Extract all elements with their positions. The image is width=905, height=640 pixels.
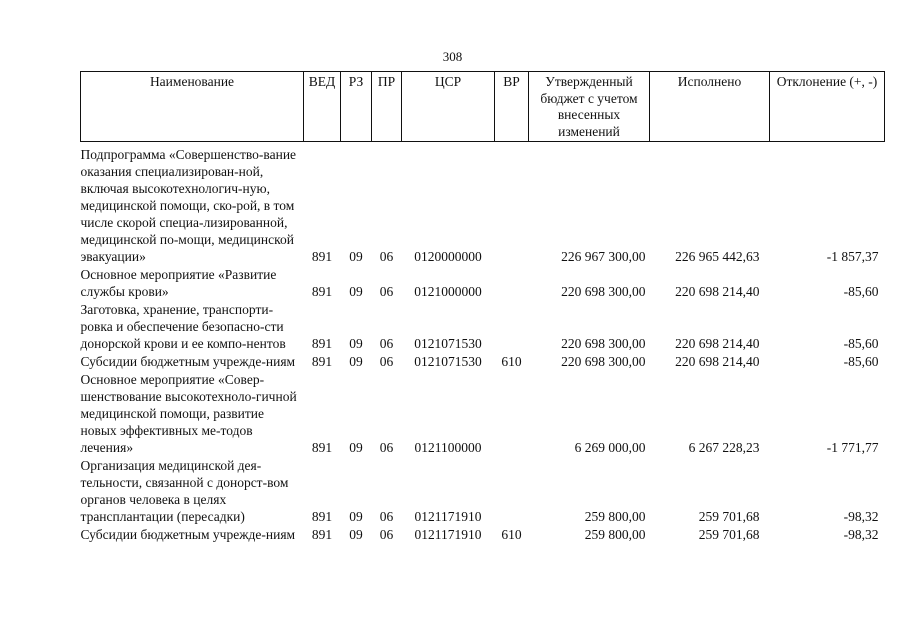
row-deviation: -98,32 [843, 527, 879, 542]
header-csr: ЦСР [402, 72, 495, 142]
header-deviation: Отклонение (+, -) [770, 72, 885, 142]
table-header-row [81, 72, 885, 142]
budget-execution-table [80, 71, 885, 544]
header-name: Наименование [81, 72, 304, 142]
row-approved: 6 269 000,00 [574, 440, 646, 455]
table-row [81, 526, 885, 544]
row-approved: 220 698 300,00 [561, 336, 646, 351]
row-ved: 891 [311, 336, 333, 351]
row-executed: 259 701,68 [698, 509, 760, 524]
row-ved: 891 [311, 509, 333, 524]
row-executed: 6 267 228,23 [688, 440, 760, 455]
header-rz: РЗ [341, 72, 372, 142]
row-vr: 610 [501, 354, 522, 369]
row-deviation: -1 771,77 [826, 440, 879, 455]
row-approved: 220 698 300,00 [561, 284, 646, 299]
row-pr: 06 [379, 284, 394, 299]
header-ved: ВЕД [304, 72, 341, 142]
row-rz: 09 [349, 336, 363, 351]
header-vr: ВР [495, 72, 529, 142]
row-vr: 610 [501, 527, 522, 542]
row-vr [495, 457, 529, 526]
row-ved: 891 [311, 527, 333, 542]
table-row [81, 353, 885, 371]
row-approved: 259 800,00 [584, 509, 646, 524]
row-ved: 891 [311, 354, 333, 369]
row-rz: 09 [349, 527, 363, 542]
row-csr: 0120000000 [414, 249, 482, 264]
row-deviation: -85,60 [843, 354, 879, 369]
row-csr: 0121171910 [414, 527, 482, 542]
row-vr [495, 146, 529, 266]
row-name: Основное мероприятие «Развитие службы крови» [80, 267, 277, 299]
row-name: Основное мероприятие «Совер-шенствование высокотехноло-гичной медицинской помощи, развитие новых эффективных ме-тодов лечения» [80, 372, 297, 455]
row-name: Подпрограмма «Совершенство-вание оказания специализирован-ной, включая высокотехнологич-ную, медицинской помощи, ско-рой, в том числе скорой специа-лизированной, медицинской по-мощи, медицинской эвакуации» [80, 147, 297, 264]
row-executed: 226 965 442,63 [675, 249, 760, 264]
row-name: Заготовка, хранение, транспорти-ровка и обеспечение безопасно-сти донорской крови и ее компо-нентов [80, 302, 286, 351]
table-row [81, 457, 885, 526]
table-row [81, 146, 885, 266]
row-ved: 891 [311, 284, 333, 299]
row-executed: 259 701,68 [698, 527, 760, 542]
row-approved: 226 967 300,00 [561, 249, 646, 264]
row-csr: 0121000000 [414, 284, 482, 299]
row-vr [495, 301, 529, 353]
header-approved-budget: Утвержденный бюджет с учетом внесенных изменений [529, 72, 650, 142]
row-rz: 09 [349, 284, 363, 299]
row-executed: 220 698 214,40 [675, 284, 760, 299]
row-executed: 220 698 214,40 [675, 354, 760, 369]
row-pr: 06 [379, 509, 394, 524]
row-approved: 259 800,00 [584, 527, 646, 542]
row-csr: 0121071530 [414, 336, 482, 351]
table-row [81, 266, 885, 301]
row-executed: 220 698 214,40 [675, 336, 760, 351]
row-pr: 06 [379, 354, 394, 369]
row-deviation: -98,32 [843, 509, 879, 524]
row-csr: 0121171910 [414, 509, 482, 524]
row-vr [495, 266, 529, 301]
row-name: Субсидии бюджетным учрежде-ниям [80, 527, 296, 542]
row-pr: 06 [379, 336, 394, 351]
header-pr: ПР [372, 72, 402, 142]
row-ved: 891 [311, 440, 333, 455]
row-deviation: -85,60 [843, 284, 879, 299]
row-pr: 06 [379, 249, 394, 264]
row-deviation: -85,60 [843, 336, 879, 351]
page-number: 308 [442, 49, 463, 64]
row-rz: 09 [349, 249, 363, 264]
table-row [81, 301, 885, 353]
row-pr: 06 [379, 527, 394, 542]
row-csr: 0121071530 [414, 354, 482, 369]
row-ved: 891 [311, 249, 333, 264]
header-executed: Исполнено [650, 72, 770, 142]
row-name: Организация медицинской дея-тельности, связанной с донорст-вом органов человека в целях трансплантации (пересадки) [80, 458, 289, 524]
row-rz: 09 [349, 440, 363, 455]
row-vr [495, 371, 529, 457]
row-name: Субсидии бюджетным учрежде-ниям [80, 354, 296, 369]
row-deviation: -1 857,37 [826, 249, 879, 264]
row-rz: 09 [349, 354, 363, 369]
row-rz: 09 [349, 509, 363, 524]
row-pr: 06 [379, 440, 394, 455]
row-csr: 0121100000 [414, 440, 482, 455]
row-approved: 220 698 300,00 [561, 354, 646, 369]
table-row [81, 371, 885, 457]
